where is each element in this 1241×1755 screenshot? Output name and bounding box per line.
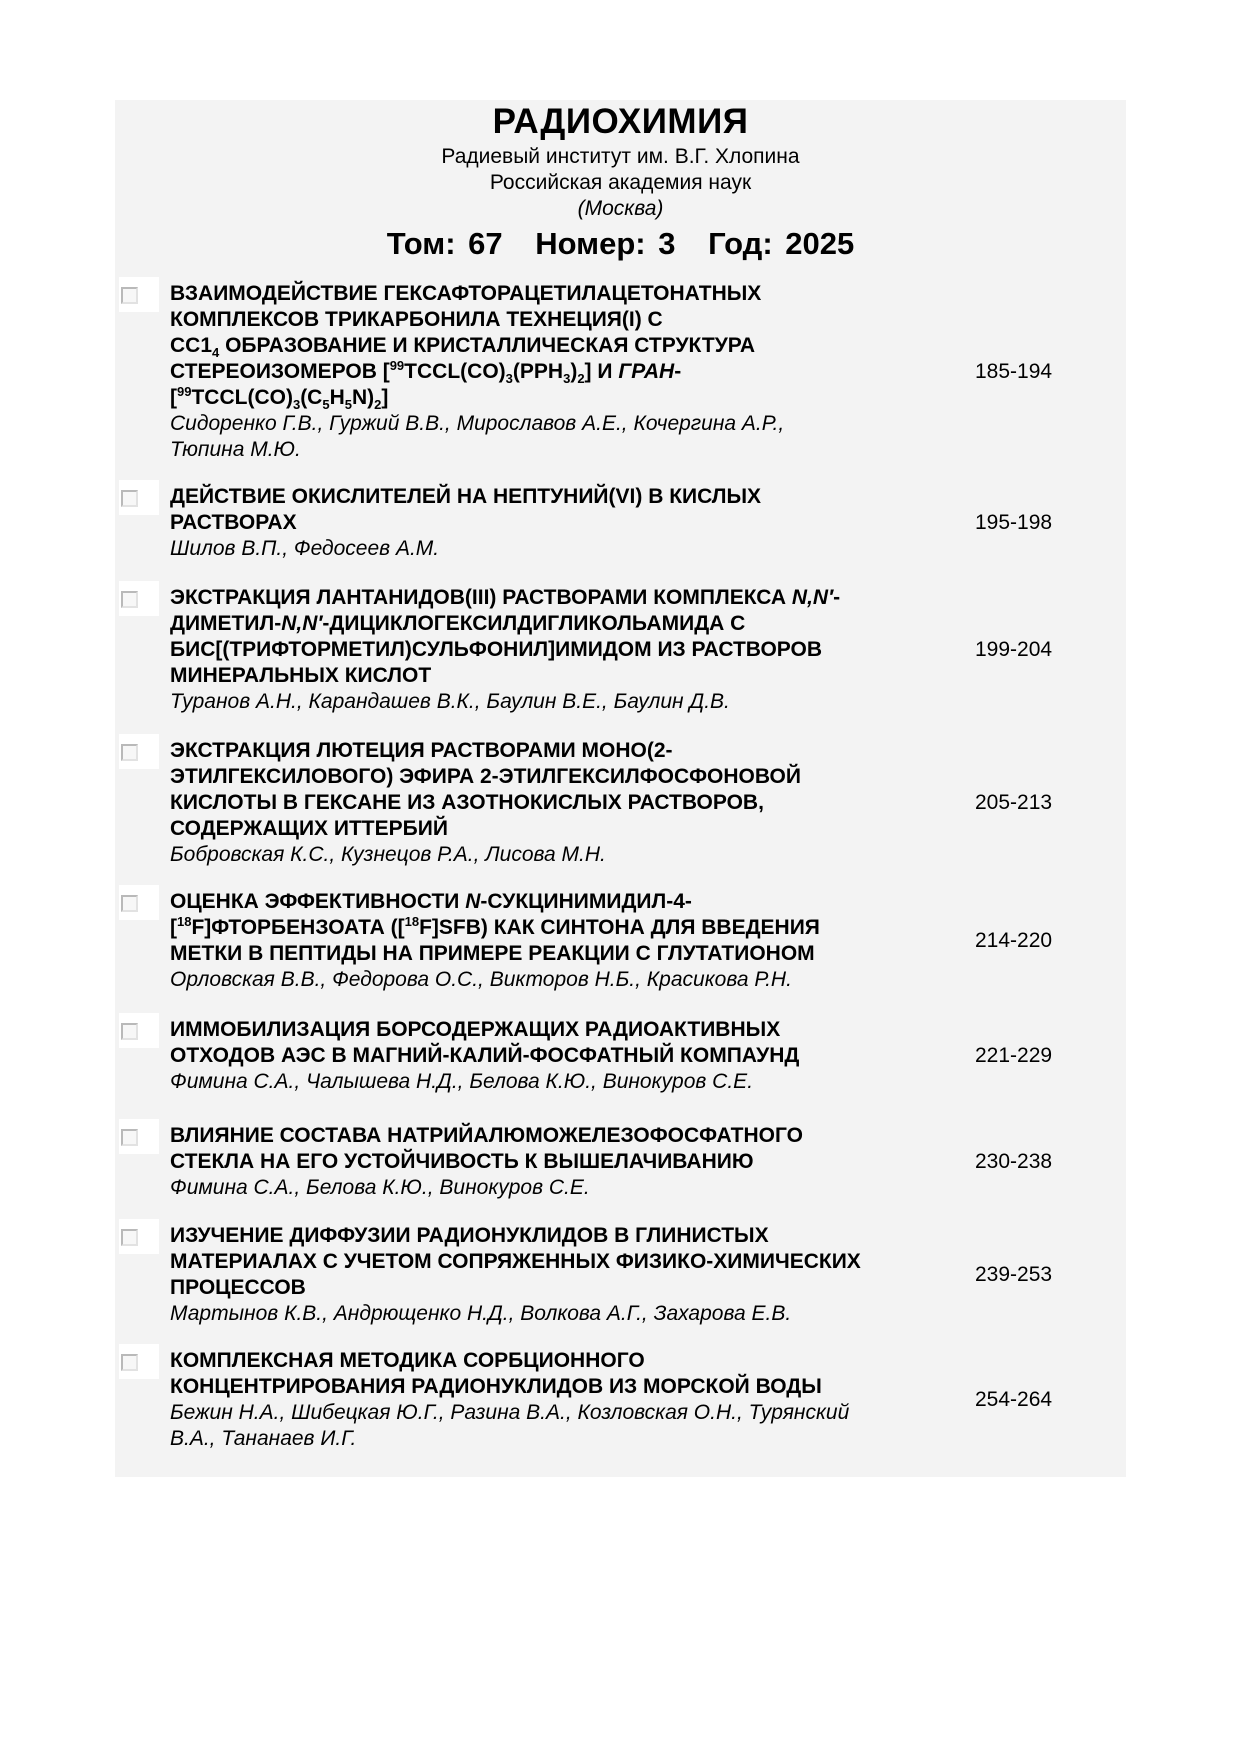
article-title-line: ДИМЕТИЛ-N,N′-ДИЦИКЛОГЕКСИЛДИГЛИКОЛЬАМИДА С <box>170 612 746 635</box>
article-pages: 221-229 <box>975 1044 1053 1067</box>
article-title-line: ИММОБИЛИЗАЦИЯ БОРСОДЕРЖАЩИХ РАДИОАКТИВНЫХ <box>170 1018 781 1041</box>
checkbox-icon[interactable] <box>119 581 159 616</box>
article-title-line: КОМПЛЕКСОВ ТРИКАРБОНИЛА ТЕХНЕЦИЯ(I) С <box>170 308 663 331</box>
article-author-line: В.А., Тананаев И.Г. <box>170 1427 357 1450</box>
article-author-line: Орловская В.В., Федорова О.С., Викторов Н.Б., Красикова Р.Н. <box>170 968 792 991</box>
article-author-line: Фимина С.А., Белова К.Ю., Винокуров С.Е. <box>170 1176 590 1199</box>
article-title-line: ВЛИЯНИЕ СОСТАВА НАТРИЙАЛЮМОЖЕЛЕЗОФОСФАТНОГО <box>170 1124 803 1147</box>
article-authors <box>170 1301 940 1327</box>
article-authors <box>170 1069 940 1095</box>
article-author-line: Тюпина М.Ю. <box>170 438 301 461</box>
article-title-line: [$^{18}$F]ФТОРБЕНЗОАТА ([$^{18}$F]SFB) КАК СИНТОНА ДЛЯ ВВЕДЕНИЯ <box>170 914 820 939</box>
checkbox-icon[interactable] <box>119 480 159 515</box>
article-title[interactable] <box>170 1348 940 1400</box>
article-title[interactable] <box>170 484 940 536</box>
volume-label: Том: 67 <box>386 226 503 261</box>
article-pages: 254-264 <box>975 1388 1053 1411</box>
article-title[interactable] <box>170 585 940 689</box>
article-title[interactable] <box>170 1123 940 1175</box>
article-authors <box>170 1400 940 1452</box>
article-title-line: РАСТВОРАХ <box>170 511 297 534</box>
article-title-line: БИС[(ТРИФТОРМЕТИЛ)СУЛЬФОНИЛ]ИМИДОМ ИЗ РАСТВОРОВ <box>170 638 823 661</box>
article-author-line: Бобровская К.С., Кузнецов Р.А., Лисова М.Н. <box>170 843 606 866</box>
article-author-line: Бежин Н.А., Шибецкая Ю.Г., Разина В.А., Козловская О.Н., Турянский <box>170 1401 850 1424</box>
checkbox-icon[interactable] <box>119 277 159 312</box>
article-title-line: ЭКСТРАКЦИЯ ЛАНТАНИДОВ(III) РАСТВОРАМИ КОМПЛЕКСА N,N′- <box>170 586 841 609</box>
journal-title: РАДИОХИМИЯ <box>492 102 749 141</box>
article-authors <box>170 967 940 993</box>
article-title-line: СТЕРЕОИЗОМЕРОВ $[^{99}TCCL(CO)_3(PPH_3)_2]$ И ГРАН- <box>170 358 682 387</box>
checkbox-icon[interactable] <box>119 1344 159 1379</box>
article-title-line: ЭТИЛГЕКСИЛОВОГО) ЭФИРА 2-ЭТИЛГЕКСИЛФОСФОНОВОЙ <box>170 765 801 788</box>
issue-info <box>0 224 1241 264</box>
article-author-line: Шилов В.П., Федосеев А.М. <box>170 537 440 560</box>
article-title-line: СОДЕРЖАЩИХ ИТТЕРБИЙ <box>170 817 448 840</box>
year-label: Год: 2025 <box>708 226 855 261</box>
article-title-line: КОМПЛЕКСНАЯ МЕТОДИКА СОРБЦИОННОГО <box>170 1349 645 1372</box>
article-author-line: Мартынов К.В., Андрющенко Н.Д., Волкова А.Г., Захарова Е.В. <box>170 1302 792 1325</box>
article-title-line: ОТХОДОВ АЭС В МАГНИЙ-КАЛИЙ-ФОСФАТНЫЙ КОМПАУНД <box>170 1044 800 1067</box>
article-title-line: ВЗАИМОДЕЙСТВИЕ ГЕКСАФТОРАЦЕТИЛАЦЕТОНАТНЫХ <box>170 282 762 305</box>
article-title-line: ОЦЕНКА ЭФФЕКТИВНОСТИ N-СУКЦИНИМИДИЛ-4- <box>170 890 692 913</box>
article-title-line: ЭКСТРАКЦИЯ ЛЮТЕЦИЯ РАСТВОРАМИ МОНО(2- <box>170 739 673 762</box>
article-pages: 239-253 <box>975 1263 1053 1286</box>
number-label: Номер: 3 <box>535 226 676 261</box>
article-authors <box>170 842 940 868</box>
article-title-line: ИЗУЧЕНИЕ ДИФФУЗИИ РАДИОНУКЛИДОВ В ГЛИНИСТЫХ <box>170 1224 769 1247</box>
institute-name: Радиевый институт им. В.Г. Хлопина <box>441 145 800 168</box>
article-title-line: $[^{99}TCCL(CO)_3(C_5H_5N)_2]$ <box>170 384 389 413</box>
article-title[interactable] <box>170 1017 940 1069</box>
article-title-line: ПРОЦЕССОВ <box>170 1276 306 1299</box>
article-author-line: Сидоренко Г.В., Гуржий В.В., Мирославов А.Е., Кочергина А.Р., <box>170 412 785 435</box>
article-title-line: $CC1_4$ ОБРАЗОВАНИЕ И КРИСТАЛЛИЧЕСКАЯ СТРУКТУРА <box>170 334 756 361</box>
article-pages: 185-194 <box>975 360 1053 383</box>
checkbox-icon[interactable] <box>119 885 159 920</box>
article-title[interactable] <box>170 1223 940 1301</box>
academy-name: Российская академия наук <box>489 171 752 194</box>
article-authors <box>170 411 940 463</box>
article-author-line: Туранов А.Н., Карандашев В.К., Баулин В.Е., Баулин Д.В. <box>170 690 730 713</box>
city-name: (Москва) <box>577 197 664 220</box>
article-title-line: КИСЛОТЫ В ГЕКСАНЕ ИЗ АЗОТНОКИСЛЫХ РАСТВОРОВ, <box>170 791 764 814</box>
article-pages: 230-238 <box>975 1150 1053 1173</box>
article-authors <box>170 536 940 562</box>
article-pages: 199-204 <box>975 638 1053 661</box>
article-title-line: ДЕЙСТВИЕ ОКИСЛИТЕЛЕЙ НА НЕПТУНИЙ(VI) В КИСЛЫХ <box>170 485 762 508</box>
article-title-line: МЕТКИ В ПЕПТИДЫ НА ПРИМЕРЕ РЕАКЦИИ С ГЛУТАТИОНОМ <box>170 942 815 965</box>
checkbox-icon[interactable] <box>119 1013 159 1048</box>
article-pages: 214-220 <box>975 929 1053 952</box>
article-title-line: МИНЕРАЛЬНЫХ КИСЛОТ <box>170 664 432 687</box>
article-title[interactable] <box>170 281 940 411</box>
article-pages: 195-198 <box>975 511 1053 534</box>
article-author-line: Фимина С.А., Чалышева Н.Д., Белова К.Ю., Винокуров С.Е. <box>170 1070 754 1093</box>
article-title-line: КОНЦЕНТРИРОВАНИЯ РАДИОНУКЛИДОВ ИЗ МОРСКОЙ ВОДЫ <box>170 1375 822 1398</box>
checkbox-icon[interactable] <box>119 734 159 769</box>
checkbox-icon[interactable] <box>119 1119 159 1154</box>
article-authors <box>170 689 940 715</box>
article-title-line: СТЕКЛА НА ЕГО УСТОЙЧИВОСТЬ К ВЫШЕЛАЧИВАНИЮ <box>170 1150 754 1173</box>
checkbox-icon[interactable] <box>119 1219 159 1254</box>
article-title-line: МАТЕРИАЛАХ С УЧЕТОМ СОПРЯЖЕННЫХ ФИЗИКО-ХИМИЧЕСКИХ <box>170 1250 861 1273</box>
article-title[interactable] <box>170 889 940 967</box>
article-authors <box>170 1175 940 1201</box>
article-pages: 205-213 <box>975 791 1053 814</box>
article-title[interactable] <box>170 738 940 842</box>
